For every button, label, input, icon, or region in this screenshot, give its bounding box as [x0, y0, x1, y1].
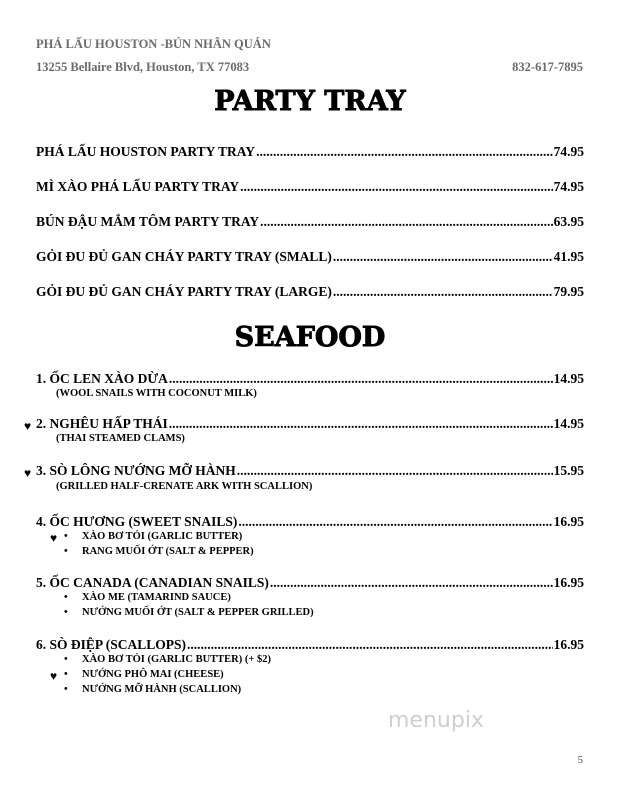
item-price: 14.95: [553, 371, 584, 386]
item-price: 16.95: [553, 575, 584, 590]
dot-leader: [333, 284, 553, 300]
seafood-item: [36, 514, 584, 530]
restaurant-phone: 832-617-7895: [512, 60, 583, 74]
item-name: 1. ỐC LEN XÀO DỪA: [36, 371, 168, 386]
seafood-item: [36, 371, 584, 387]
restaurant-name: PHÁ LẤU HOUSTON -BÚN NHÂN QUÁN: [36, 37, 271, 51]
item-subtitle: (THAI STEAMED CLAMS): [56, 433, 185, 444]
item-price: 16.95: [553, 637, 584, 652]
option-item: [64, 669, 224, 680]
dot-leader: [169, 416, 553, 432]
heart-icon: ♥: [24, 419, 32, 433]
option-label: NƯỚNG MUỐI ỚT (SALT & PEPPER GRILLED): [82, 607, 314, 618]
item-price: 41.95: [553, 249, 584, 264]
option-label: RANG MUỐI ỚT (SALT & PEPPER): [82, 546, 254, 557]
option-item: [64, 684, 241, 695]
item-price: 14.95: [553, 416, 584, 431]
item-price: 63.95: [553, 214, 584, 229]
restaurant-address: 13255 Bellaire Blvd, Houston, TX 77083: [36, 60, 250, 74]
item-price: 74.95: [553, 179, 584, 194]
item-name: 2. NGHÊU HẤP THÁI: [36, 416, 168, 431]
dot-leader: [240, 179, 552, 195]
seafood-item: [36, 463, 584, 479]
option-item: [64, 546, 254, 557]
item-name: GỎI ĐU ĐỦ GAN CHÁY PARTY TRAY (LARGE): [36, 284, 332, 299]
option-item: [64, 531, 242, 542]
option-label: XÀO ME (TAMARIND SAUCE): [82, 592, 231, 603]
item-name: MÌ XÀO PHÁ LẤU PARTY TRAY: [36, 179, 240, 194]
option-item: [64, 607, 314, 618]
heart-icon: ♥: [24, 466, 32, 480]
item-price: 74.95: [553, 144, 584, 159]
item-name: 6. SÒ ĐIỆP (SCALLOPS): [36, 637, 187, 652]
bullet-icon: •: [64, 546, 68, 557]
party-tray-title: PARTY TRAY: [214, 86, 406, 117]
dot-leader: [256, 144, 553, 160]
bullet-icon: •: [64, 684, 68, 695]
item-name: 4. ỐC HƯƠNG (SWEET SNAILS): [36, 514, 238, 529]
item-subtitle: (WOOL SNAILS WITH COCONUT MILK): [56, 388, 257, 399]
seafood-item: [36, 637, 584, 653]
item-name: GỎI ĐU ĐỦ GAN CHÁY PARTY TRAY (SMALL): [36, 249, 332, 264]
item-name: 5. ỐC CANADA (CANADIAN SNAILS): [36, 575, 269, 590]
item-name: PHÁ LẤU HOUSTON PARTY TRAY: [36, 144, 256, 159]
bullet-icon: •: [64, 654, 68, 665]
option-item: [64, 654, 271, 665]
bullet-icon: •: [64, 531, 68, 542]
seafood-item: [36, 575, 584, 591]
item-name: BÚN ĐẬU MẮM TÔM PARTY TRAY: [36, 214, 260, 229]
party-tray-item: [36, 249, 584, 265]
option-item: [64, 592, 231, 603]
bullet-icon: •: [64, 669, 68, 680]
option-label: XÀO BƠ TỎI (GARLIC BUTTER): [82, 531, 243, 542]
dot-leader: [169, 371, 553, 387]
dot-leader: [238, 514, 552, 530]
option-label: NƯỚNG MỠ HÀNH (SCALLION): [82, 684, 242, 695]
dot-leader: [260, 214, 552, 230]
item-price: 16.95: [553, 514, 584, 529]
item-name: 3. SÒ LÔNG NƯỚNG MỠ HÀNH: [36, 463, 236, 478]
heart-icon: ♥: [50, 531, 58, 545]
bullet-icon: •: [64, 607, 68, 618]
party-tray-item: [36, 284, 584, 300]
item-subtitle: (GRILLED HALF-CRENATE ARK WITH SCALLION): [56, 481, 313, 492]
dot-leader: [270, 575, 553, 591]
seafood-item: [36, 416, 584, 432]
dot-leader: [333, 249, 553, 265]
party-tray-item: [36, 179, 584, 195]
party-tray-item: [36, 144, 584, 160]
menupix-watermark: menupix: [388, 708, 484, 733]
bullet-icon: •: [64, 592, 68, 603]
party-tray-item: [36, 214, 584, 230]
dot-leader: [237, 463, 553, 479]
heart-icon: ♥: [50, 669, 58, 683]
item-price: 15.95: [553, 463, 584, 478]
page-number: 5: [577, 754, 583, 766]
dot-leader: [187, 637, 553, 653]
item-price: 79.95: [553, 284, 584, 299]
seafood-title: SEAFOOD: [234, 322, 386, 353]
option-label: XÀO BƠ TỎI (GARLIC BUTTER) (+ $2): [82, 654, 271, 665]
option-label: NƯỚNG PHÔ MAI (CHEESE): [82, 669, 224, 680]
